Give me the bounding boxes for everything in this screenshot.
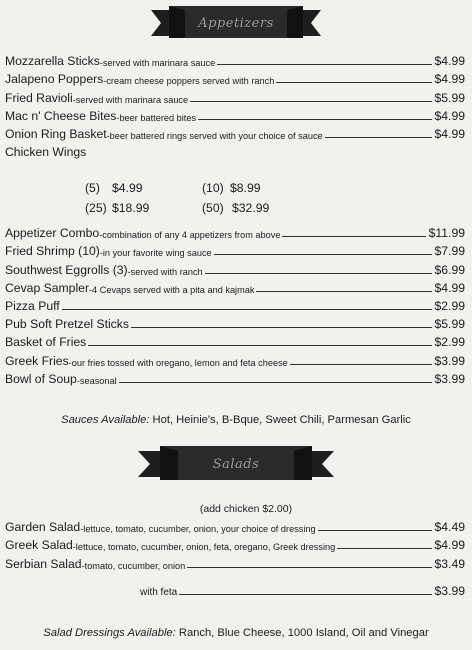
item-name: Chicken Wings — [5, 145, 87, 160]
item-name: Greek Salad — [5, 538, 73, 553]
item-description: -seasonal — [76, 375, 117, 386]
item-name: Garden Salad — [5, 520, 81, 535]
leader-dots — [214, 254, 432, 255]
item-price: $11.99 — [428, 226, 465, 241]
leader-dots — [282, 236, 425, 237]
item-description: -4 Cevaps served with a pita and kajmak — [89, 284, 255, 295]
item-price: $4.99 — [434, 72, 465, 87]
leader-dots — [190, 101, 431, 102]
item-price: $4.99 — [434, 126, 465, 141]
item-price: $3.49 — [434, 556, 465, 571]
item-price: $5.99 — [434, 90, 465, 105]
menu-item-row — [5, 68, 465, 86]
leader-dots — [276, 82, 431, 83]
item-name: Southwest Eggrolls (3) — [5, 262, 128, 277]
wings-price-10: $8.99 — [230, 181, 261, 195]
item-name: Jalapeno Poppers — [5, 72, 104, 87]
sauces-list: Hot, Heinie's, B-Bque, Sweet Chili, Parmesan Garlic — [149, 414, 411, 426]
item-description: -beer battered rings served with your choice of sauce — [106, 130, 323, 141]
item-name: Cevap Sampler — [5, 280, 89, 295]
item-description: -lettuce, tomato, cucumber, onion, feta, oregano, Greek dressing — [72, 542, 336, 553]
leader-dots — [119, 382, 432, 383]
leader-dots — [198, 119, 431, 120]
wings-price-25: $18.99 — [112, 201, 150, 215]
dressings-note — [0, 627, 472, 639]
salads-banner — [138, 444, 334, 484]
wings-qty-25: (25) — [85, 201, 107, 215]
sauces-label: Sauces Available: — [61, 414, 150, 426]
wings-qty-50: (50) — [202, 201, 224, 215]
item-name: Mac n' Cheese Bites — [5, 108, 117, 123]
item-name: Onion Ring Basket — [5, 126, 107, 141]
leader-dots — [318, 530, 432, 531]
menu-item-row — [5, 50, 465, 68]
item-price: $4.99 — [434, 538, 465, 553]
item-name: Appetizer Combo — [5, 226, 100, 241]
menu-item-row — [5, 368, 465, 386]
item-name: Bowl of Soup — [5, 371, 77, 386]
item-name: Pizza Puff — [5, 298, 60, 313]
item-price: $3.99 — [434, 371, 465, 386]
sauces-note — [0, 414, 472, 426]
item-description: -served with marinara sauce — [72, 94, 189, 105]
item-description: -beer battered bites — [116, 112, 197, 123]
item-description: -lettuce, tomato, cucumber, onion, your choice of dressing — [80, 524, 316, 535]
item-description: -combination of any 4 appetizers from above — [99, 230, 281, 241]
salads-banner-title: Salads — [212, 456, 260, 472]
item-name: Fried Shrimp (10) — [5, 244, 100, 259]
item-price: $4.99 — [434, 108, 465, 123]
wings-qty-10: (10) — [202, 181, 224, 195]
item-price: $3.99 — [434, 353, 465, 368]
menu-item-row — [5, 331, 465, 349]
leader-dots — [131, 327, 432, 328]
menu-item-row — [5, 349, 465, 367]
menu-item-row — [5, 277, 465, 295]
wings-price-5: $4.99 — [112, 181, 143, 195]
item-description: -served with marinara sauce — [99, 58, 216, 69]
item-price: $2.99 — [434, 298, 465, 313]
item-description: -cream cheese poppers served with ranch — [103, 76, 275, 87]
leader-dots — [88, 345, 431, 346]
leader-dots — [179, 594, 431, 595]
item-price: $4.99 — [434, 280, 465, 295]
salad-list — [5, 516, 465, 571]
dressings-label: Salad Dressings Available: — [43, 627, 176, 639]
item-description: -tomato, cucumber, onion — [81, 560, 186, 571]
leader-dots — [217, 64, 431, 65]
item-price: $5.99 — [434, 317, 465, 332]
item-price: $2.99 — [434, 335, 465, 350]
item-description: -our fries tossed with oregano, lemon and feta cheese — [68, 357, 288, 368]
menu-item-row — [5, 516, 465, 534]
feta-row — [5, 578, 465, 598]
menu-item-row — [5, 295, 465, 313]
item-price: $4.49 — [434, 520, 465, 535]
leader-dots — [205, 273, 432, 274]
item-name: Serbian Salad — [5, 556, 82, 571]
menu-item-row — [5, 240, 465, 258]
item-description: -in your favorite wing sauce — [99, 248, 212, 259]
leader-dots — [290, 364, 432, 365]
feta-price: $3.99 — [434, 584, 465, 598]
leader-dots — [187, 567, 431, 568]
menu-item-row — [5, 552, 465, 570]
menu-item-row — [5, 105, 465, 123]
item-name: Fried Ravioli — [5, 90, 73, 105]
item-description: -served with ranch — [127, 266, 203, 277]
leader-dots — [325, 137, 432, 138]
appetizer-list-2 — [5, 222, 465, 386]
leader-dots — [62, 309, 432, 310]
appetizers-banner-title: Appetizers — [198, 15, 274, 31]
menu-item-row — [5, 313, 465, 331]
add-chicken-note — [10, 503, 472, 515]
menu-item-row — [5, 222, 465, 240]
item-price: $7.99 — [434, 244, 465, 259]
wings-price-50: $32.99 — [232, 201, 270, 215]
item-price: $6.99 — [434, 262, 465, 277]
appetizers-banner — [151, 4, 321, 42]
leader-dots — [256, 291, 431, 292]
wings-options — [5, 178, 465, 218]
item-name: Basket of Fries — [5, 335, 87, 350]
item-name: Greek Fries — [5, 353, 69, 368]
menu-item-row — [5, 86, 465, 104]
item-name: Mozzarella Sticks — [5, 54, 100, 69]
item-name: Pub Soft Pretzel Sticks — [5, 317, 129, 332]
leader-dots — [337, 548, 431, 549]
feta-label: with feta — [140, 587, 178, 598]
menu-item-row — [5, 258, 465, 276]
add-chicken-text: (add chicken $2.00) — [199, 503, 293, 515]
appetizer-list — [5, 50, 465, 159]
menu-item-row — [5, 534, 465, 552]
wings-heading-row — [5, 141, 465, 159]
wings-qty-5: (5) — [85, 181, 100, 195]
item-price: $4.99 — [434, 54, 465, 69]
menu-item-row — [5, 123, 465, 141]
dressings-list: Ranch, Blue Cheese, 1000 Island, Oil and Vinegar — [175, 627, 429, 639]
